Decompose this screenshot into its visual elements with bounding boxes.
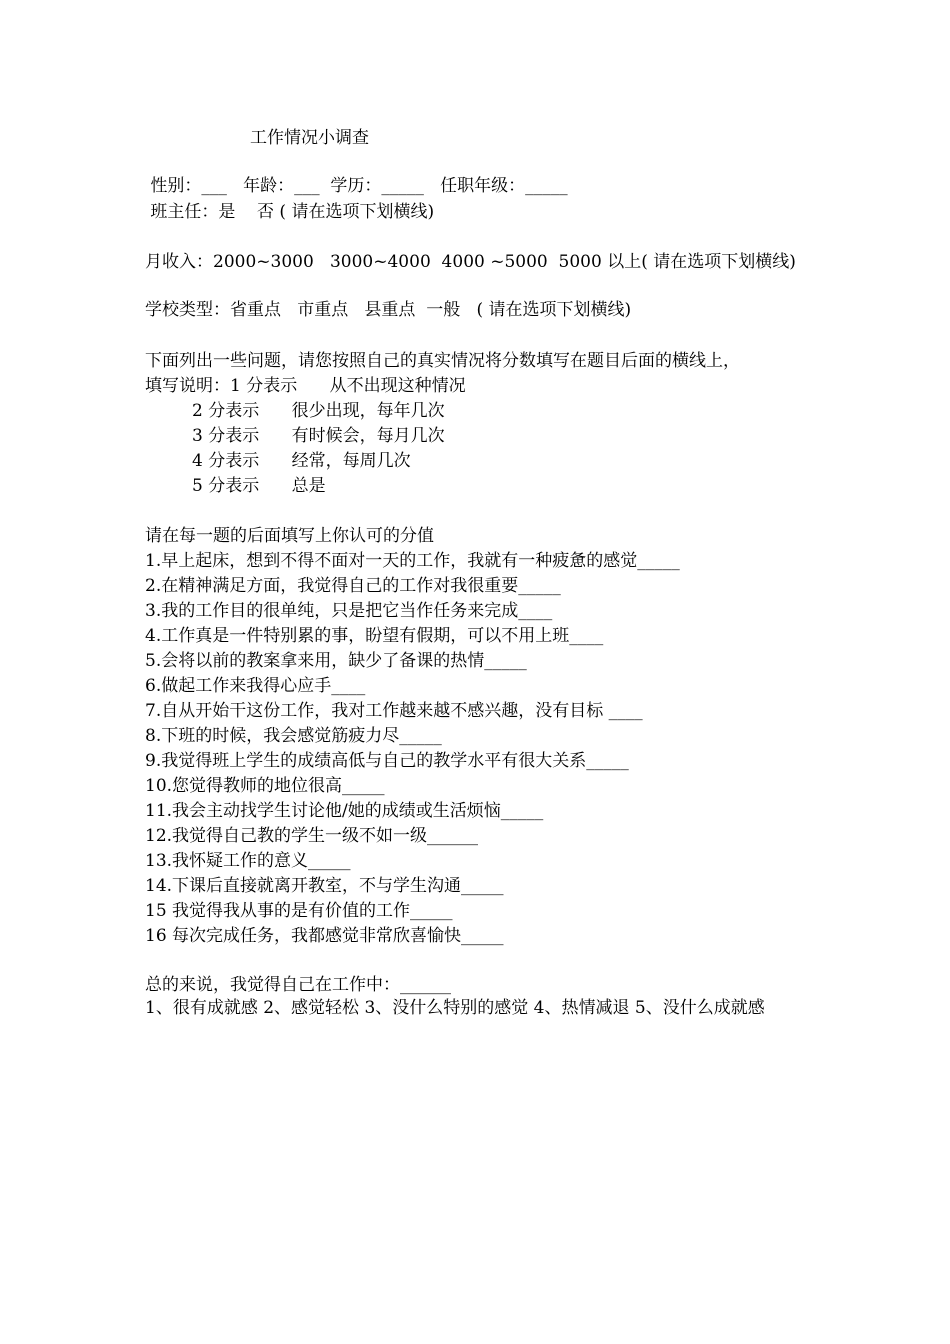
instructions-intro: 下面列出一些问题，请您按照自己的真实情况将分数填写在题目后面的横线上， — [145, 351, 740, 371]
question-item: 16 每次完成任务，我都感觉非常欣喜愉快_____ — [145, 926, 504, 946]
scale-item-3: 3 分表示 有时候会，每月几次 — [192, 426, 445, 446]
question-item: 10.您觉得教师的地位很高_____ — [145, 776, 385, 796]
question-item: 7.自从开始干这份工作，我对工作越来越不感兴趣，没有目标 ____ — [145, 701, 643, 721]
question-item: 12.我觉得自己教的学生一级不如一级______ — [145, 826, 479, 846]
question-item: 4.工作真是一件特别累的事，盼望有假期，可以不用上班____ — [145, 626, 604, 646]
questions-header: 请在每一题的后面填写上你认可的分值 — [145, 526, 434, 546]
summary-question: 总的来说，我觉得自己在工作中：______ — [145, 975, 451, 995]
personal-info-line: 性别：___ 年龄：___ 学历：_____ 任职年级：_____ — [145, 176, 568, 196]
income-line: 月收入：2000~3000 3000~4000 4000 ~5000 5000 以上( 请在选项下划横线) — [145, 252, 796, 272]
question-item: 9.我觉得班上学生的成绩高低与自己的教学水平有很大关系_____ — [145, 751, 629, 771]
question-item: 2.在精神满足方面，我觉得自己的工作对我很重要_____ — [145, 576, 561, 596]
question-item: 13.我怀疑工作的意义_____ — [145, 851, 351, 871]
question-item: 1.早上起床，想到不得不面对一天的工作，我就有一种疲惫的感觉_____ — [145, 551, 680, 571]
question-item: 15 我觉得我从事的是有价值的工作_____ — [145, 901, 453, 921]
question-item: 14.下课后直接就离开教室，不与学生沟通_____ — [145, 876, 504, 896]
question-item: 3.我的工作目的很单纯，只是把它当作任务来完成____ — [145, 601, 553, 621]
question-item: 5.会将以前的教案拿来用，缺少了备课的热情_____ — [145, 651, 527, 671]
question-item: 6.做起工作来我得心应手____ — [145, 676, 366, 696]
question-item: 8.下班的时候，我会感觉筋疲力尽_____ — [145, 726, 442, 746]
scale-item-2: 2 分表示 很少出现，每年几次 — [192, 401, 445, 421]
scale-item-4: 4 分表示 经常，每周几次 — [192, 451, 411, 471]
summary-options: 1、很有成就感 2、感觉轻松 3、没什么特别的感觉 4、热情减退 5、没什么成就感 — [145, 998, 765, 1018]
scale-item-1: 填写说明：1 分表示 从不出现这种情况 — [145, 376, 466, 396]
head-teacher-line: 班主任：是 否 ( 请在选项下划横线) — [145, 202, 435, 222]
survey-title: 工作情况小调查 — [250, 128, 369, 148]
scale-item-5: 5 分表示 总是 — [192, 476, 326, 496]
school-type-line: 学校类型：省重点 市重点 县重点 一般 ( 请在选项下划横线) — [145, 300, 632, 320]
question-item: 11.我会主动找学生讨论他/她的成绩或生活烦恼_____ — [145, 801, 544, 821]
